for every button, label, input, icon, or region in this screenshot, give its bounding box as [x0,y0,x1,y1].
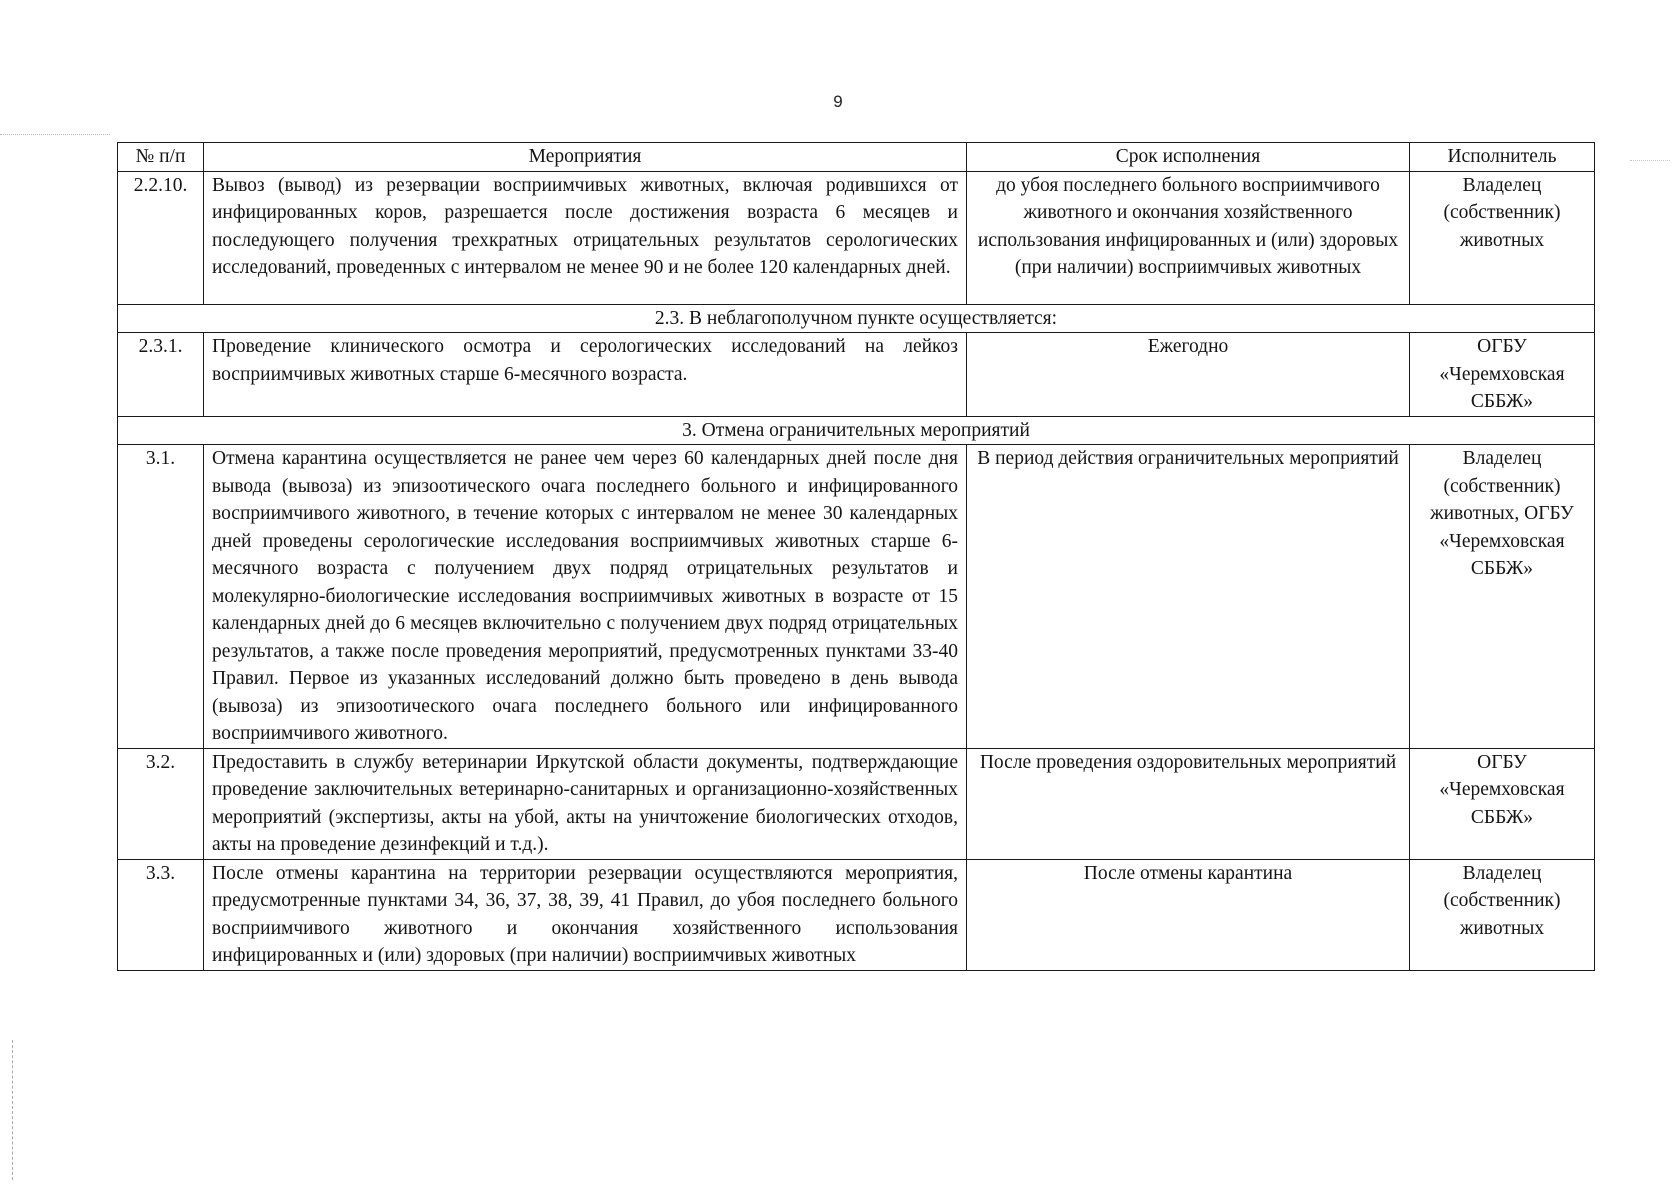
page-number: 9 [833,92,843,111]
section-row [118,304,1595,333]
section-row [118,416,1595,445]
header-term: Срок исполнения [967,143,1410,172]
scan-artifact [0,134,110,137]
row-activity: Проведение клинического осмотра и серологических исследований на лейкоз восприимчивых животных старше 6-месячного возраста. [204,333,967,417]
row-executor: ОГБУ «Черемховская СББЖ» [1410,748,1595,859]
row-activity: После отмены карантина на территории резервации осуществляются мероприятия, предусмотренные пунктами 34, 36, 37, 38, 39, 41 Правил, до убоя последнего больного восприимчивого животного и окончания хозяйственного использования инфицированных и (или) здоровых (при наличии) восприимчивых животных [204,859,967,970]
header-row [118,143,1595,172]
row-num: 2.2.10. [118,171,204,304]
header-executor: Исполнитель [1410,143,1595,172]
row-executor: Владелец (собственник) животных, ОГБУ «Черемховская СББЖ» [1410,445,1595,749]
row-executor: Владелец (собственник) животных [1410,171,1595,304]
scan-artifact [1630,160,1670,163]
scan-artifact [12,1040,16,1180]
header-activity: Мероприятия [204,143,967,172]
measures-table [117,142,1595,971]
row-num: 3.2. [118,748,204,859]
row-term: Ежегодно [967,333,1410,417]
row-activity: Вывоз (вывод) из резервации восприимчивых животных, включая родившихся от инфицированных коров, разрешается после достижения возраста 6 месяцев и последующего получения трехкратных отрицательных результатов серологических исследований, проведенных с интервалом не менее 90 и не более 120 календарных дней. [204,171,967,304]
row-activity: Предоставить в службу ветеринарии Иркутской области документы, подтверждающие проведение заключительных ветеринарно-санитарных и организационно-хозяйственных мероприятий (экспертизы, акты на убой, акты на уничтожение биологических отходов, акты на проведение дезинфекций и т.д.). [204,748,967,859]
row-term: до убоя последнего больного восприимчивого животного и окончания хозяйственного использования инфицированных и (или) здоровых (при наличии) восприимчивых животных [967,171,1410,304]
row-term: После проведения оздоровительных мероприятий [967,748,1410,859]
row-executor: ОГБУ «Черемховская СББЖ» [1410,333,1595,417]
table-row [118,748,1595,859]
row-num: 3.3. [118,859,204,970]
table-row [118,859,1595,970]
row-term: После отмены карантина [967,859,1410,970]
row-term: В период действия ограничительных мероприятий [967,445,1410,749]
section-title-3: 3. Отмена ограничительных мероприятий [118,416,1595,445]
row-activity: Отмена карантина осуществляется не ранее чем через 60 календарных дней после дня вывода (вывоза) из эпизоотического очага последнего больного и инфицированного восприимчивого животного, в течение которых с интервалом не менее 30 календарных дней проведены серологические исследования восприимчивых животных старше 6-месячного возраста с получением двух подряд отрицательных результатов и молекулярно-биологические исследования восприимчивых животных в возрасте от 15 календарных дней до 6 месяцев включительно с получением двух подряд отрицательных результатов, а также после проведения мероприятий, предусмотренных пунктами 33-40 Правил. Первое из указанных исследований должно быть проведено в день вывода (вывоза) из эпизоотического очага последнего больного или инфицированного восприимчивого животного. [204,445,967,749]
row-executor: Владелец (собственник) животных [1410,859,1595,970]
table-row [118,445,1595,749]
header-num: № п/п [118,143,204,172]
section-title-2-3: 2.3. В неблагополучном пункте осуществляется: [118,304,1595,333]
row-num: 2.3.1. [118,333,204,417]
table-row [118,333,1595,417]
table-row [118,171,1595,304]
row-num: 3.1. [118,445,204,749]
